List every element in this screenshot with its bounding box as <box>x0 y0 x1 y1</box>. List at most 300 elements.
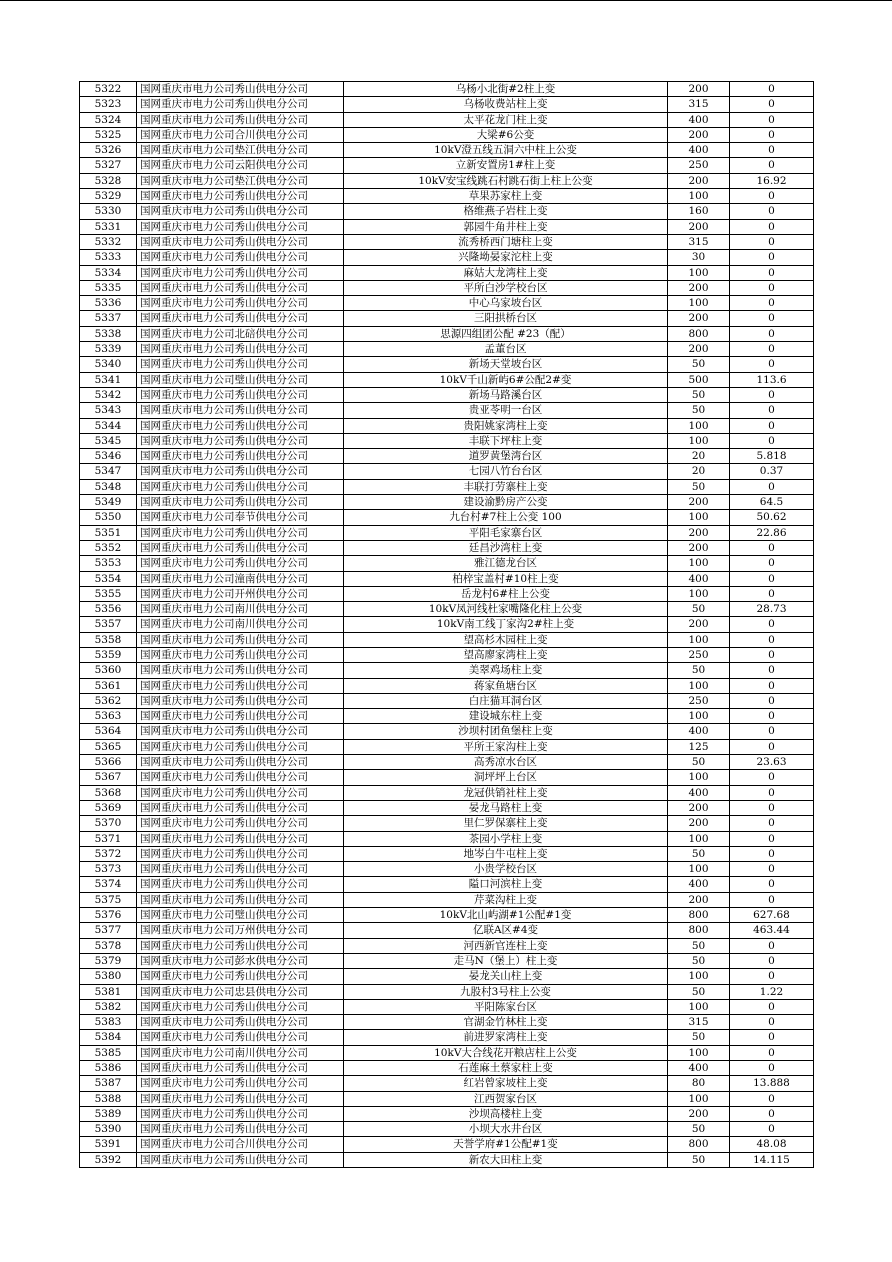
value-cell: 0 <box>730 357 814 372</box>
table-row <box>80 999 814 1014</box>
row-number-cell: 5346 <box>80 449 137 464</box>
row-number-cell: 5340 <box>80 357 137 372</box>
table-row <box>80 663 814 678</box>
station-name-cell: 雅江德龙台区 <box>344 556 668 571</box>
row-number-cell: 5376 <box>80 908 137 923</box>
company-cell: 国网重庆市电力公司秀山供电分公司 <box>137 938 344 953</box>
capacity-cell: 50 <box>668 1122 730 1137</box>
table-row <box>80 342 814 357</box>
table-row <box>80 1045 814 1060</box>
table-row <box>80 112 814 127</box>
capacity-cell: 50 <box>668 938 730 953</box>
company-cell: 国网重庆市电力公司万州供电分公司 <box>137 923 344 938</box>
station-name-cell: 中心乌家坡台区 <box>344 296 668 311</box>
row-number-cell: 5382 <box>80 999 137 1014</box>
station-name-cell: 丰联下坪柱上变 <box>344 433 668 448</box>
row-number-cell: 5354 <box>80 571 137 586</box>
table-row <box>80 739 814 754</box>
company-cell: 国网重庆市电力公司秀山供电分公司 <box>137 892 344 907</box>
station-name-cell: 平阳陈家台区 <box>344 999 668 1014</box>
company-cell: 国网重庆市电力公司南川供电分公司 <box>137 1045 344 1060</box>
value-cell: 13.888 <box>730 1076 814 1091</box>
row-number-cell: 5358 <box>80 632 137 647</box>
row-number-cell: 5373 <box>80 862 137 877</box>
table-row <box>80 540 814 555</box>
value-cell: 0 <box>730 403 814 418</box>
station-name-cell: 10kV大合线花开粮店柱上公变 <box>344 1045 668 1060</box>
station-name-cell: 美翠鸡场柱上变 <box>344 663 668 678</box>
capacity-cell: 200 <box>668 800 730 815</box>
value-cell: 0 <box>730 250 814 265</box>
table-row <box>80 1106 814 1121</box>
row-number-cell: 5350 <box>80 510 137 525</box>
company-cell: 国网重庆市电力公司秀山供电分公司 <box>137 311 344 326</box>
station-name-cell: 官湖金竹林柱上变 <box>344 1015 668 1030</box>
capacity-cell: 100 <box>668 678 730 693</box>
station-name-cell: 新农大田柱上变 <box>344 1152 668 1167</box>
company-cell: 国网重庆市电力公司秀山供电分公司 <box>137 632 344 647</box>
company-cell: 国网重庆市电力公司秀山供电分公司 <box>137 1061 344 1076</box>
row-number-cell: 5341 <box>80 372 137 387</box>
value-cell: 0 <box>730 296 814 311</box>
company-cell: 国网重庆市电力公司秀山供电分公司 <box>137 785 344 800</box>
table-row <box>80 357 814 372</box>
station-name-cell: 廷昌沙湾柱上变 <box>344 540 668 555</box>
station-name-cell: 丰联打劳寨柱上变 <box>344 479 668 494</box>
value-cell: 0 <box>730 999 814 1014</box>
capacity-cell: 400 <box>668 112 730 127</box>
value-cell: 0 <box>730 800 814 815</box>
row-number-cell: 5348 <box>80 479 137 494</box>
company-cell: 国网重庆市电力公司南川供电分公司 <box>137 617 344 632</box>
row-number-cell: 5355 <box>80 586 137 601</box>
company-cell: 国网重庆市电力公司奉节供电分公司 <box>137 510 344 525</box>
capacity-cell: 100 <box>668 770 730 785</box>
station-name-cell: 大梁#6公变 <box>344 127 668 142</box>
value-cell: 627.68 <box>730 908 814 923</box>
table-row <box>80 586 814 601</box>
capacity-cell: 400 <box>668 571 730 586</box>
row-number-cell: 5380 <box>80 969 137 984</box>
row-number-cell: 5360 <box>80 663 137 678</box>
capacity-cell: 100 <box>668 556 730 571</box>
capacity-cell: 800 <box>668 1137 730 1152</box>
value-cell: 0 <box>730 1091 814 1106</box>
value-cell: 0 <box>730 770 814 785</box>
row-number-cell: 5365 <box>80 739 137 754</box>
company-cell: 国网重庆市电力公司秀山供电分公司 <box>137 816 344 831</box>
value-cell: 0 <box>730 158 814 173</box>
value-cell: 0 <box>730 127 814 142</box>
table-row <box>80 877 814 892</box>
station-name-cell: 10kV凤河线杜家嘴隆化柱上公变 <box>344 602 668 617</box>
capacity-cell: 100 <box>668 189 730 204</box>
value-cell: 0 <box>730 1061 814 1076</box>
row-number-cell: 5347 <box>80 464 137 479</box>
table-row <box>80 495 814 510</box>
row-number-cell: 5325 <box>80 127 137 142</box>
value-cell: 0 <box>730 846 814 861</box>
company-cell: 国网重庆市电力公司秀山供电分公司 <box>137 112 344 127</box>
company-cell: 国网重庆市电力公司秀山供电分公司 <box>137 265 344 280</box>
capacity-cell: 100 <box>668 418 730 433</box>
row-number-cell: 5342 <box>80 387 137 402</box>
company-cell: 国网重庆市电力公司忠县供电分公司 <box>137 984 344 999</box>
table-row <box>80 280 814 295</box>
value-cell: 64.5 <box>730 495 814 510</box>
row-number-cell: 5367 <box>80 770 137 785</box>
company-cell: 国网重庆市电力公司秀山供电分公司 <box>137 1106 344 1121</box>
row-number-cell: 5330 <box>80 204 137 219</box>
capacity-cell: 800 <box>668 908 730 923</box>
station-name-cell: 茶园小学柱上变 <box>344 831 668 846</box>
row-number-cell: 5334 <box>80 265 137 280</box>
row-number-cell: 5369 <box>80 800 137 815</box>
value-cell: 0 <box>730 586 814 601</box>
value-cell: 0 <box>730 693 814 708</box>
capacity-cell: 100 <box>668 632 730 647</box>
capacity-cell: 200 <box>668 173 730 188</box>
table-row <box>80 464 814 479</box>
table-row <box>80 953 814 968</box>
company-cell: 国网重庆市电力公司秀山供电分公司 <box>137 877 344 892</box>
capacity-cell: 125 <box>668 739 730 754</box>
value-cell: 0 <box>730 556 814 571</box>
table-row <box>80 204 814 219</box>
table-row <box>80 1091 814 1106</box>
table-row <box>80 1061 814 1076</box>
company-cell: 国网重庆市电力公司秀山供电分公司 <box>137 678 344 693</box>
capacity-cell: 20 <box>668 464 730 479</box>
company-cell: 国网重庆市电力公司垫江供电分公司 <box>137 173 344 188</box>
company-cell: 国网重庆市电力公司秀山供电分公司 <box>137 250 344 265</box>
company-cell: 国网重庆市电力公司合川供电分公司 <box>137 127 344 142</box>
row-number-cell: 5389 <box>80 1106 137 1121</box>
company-cell: 国网重庆市电力公司秀山供电分公司 <box>137 739 344 754</box>
capacity-cell: 800 <box>668 326 730 341</box>
row-number-cell: 5392 <box>80 1152 137 1167</box>
row-number-cell: 5353 <box>80 556 137 571</box>
capacity-cell: 100 <box>668 831 730 846</box>
capacity-cell: 50 <box>668 479 730 494</box>
capacity-cell: 200 <box>668 280 730 295</box>
value-cell: 0 <box>730 219 814 234</box>
table-row <box>80 1137 814 1152</box>
table-row <box>80 143 814 158</box>
company-cell: 国网重庆市电力公司秀山供电分公司 <box>137 1076 344 1091</box>
station-name-cell: 孟董台区 <box>344 342 668 357</box>
station-name-cell: 流秀桥西门塘柱上变 <box>344 234 668 249</box>
station-name-cell: 立新安置房1#柱上变 <box>344 158 668 173</box>
row-number-cell: 5390 <box>80 1122 137 1137</box>
table-row <box>80 127 814 142</box>
row-number-cell: 5357 <box>80 617 137 632</box>
value-cell: 0 <box>730 877 814 892</box>
row-number-cell: 5328 <box>80 173 137 188</box>
station-name-cell: 隘口河滨柱上变 <box>344 877 668 892</box>
table-row <box>80 969 814 984</box>
capacity-cell: 100 <box>668 999 730 1014</box>
station-name-cell: 里仁罗保寨柱上变 <box>344 816 668 831</box>
row-number-cell: 5327 <box>80 158 137 173</box>
station-name-cell: 石莲麻土蔡家柱上变 <box>344 1061 668 1076</box>
capacity-cell: 20 <box>668 449 730 464</box>
value-cell: 16.92 <box>730 173 814 188</box>
capacity-cell: 50 <box>668 387 730 402</box>
row-number-cell: 5339 <box>80 342 137 357</box>
company-cell: 国网重庆市电力公司秀山供电分公司 <box>137 418 344 433</box>
table-row <box>80 234 814 249</box>
table-row <box>80 602 814 617</box>
row-number-cell: 5338 <box>80 326 137 341</box>
value-cell: 0 <box>730 479 814 494</box>
capacity-cell: 100 <box>668 709 730 724</box>
table-row <box>80 158 814 173</box>
company-cell: 国网重庆市电力公司秀山供电分公司 <box>137 540 344 555</box>
table-row <box>80 984 814 999</box>
station-name-cell: 格维燕子岩柱上变 <box>344 204 668 219</box>
station-name-cell: 草果苏家柱上变 <box>344 189 668 204</box>
row-number-cell: 5378 <box>80 938 137 953</box>
value-cell: 0 <box>730 433 814 448</box>
company-cell: 国网重庆市电力公司秀山供电分公司 <box>137 1152 344 1167</box>
company-cell: 国网重庆市电力公司秀山供电分公司 <box>137 234 344 249</box>
capacity-cell: 50 <box>668 602 730 617</box>
capacity-cell: 100 <box>668 1045 730 1060</box>
capacity-cell: 160 <box>668 204 730 219</box>
value-cell: 0 <box>730 617 814 632</box>
company-cell: 国网重庆市电力公司秀山供电分公司 <box>137 464 344 479</box>
table-row <box>80 770 814 785</box>
capacity-cell: 200 <box>668 495 730 510</box>
row-number-cell: 5387 <box>80 1076 137 1091</box>
company-cell: 国网重庆市电力公司秀山供电分公司 <box>137 97 344 112</box>
table-row <box>80 403 814 418</box>
capacity-cell: 200 <box>668 82 730 97</box>
capacity-cell: 50 <box>668 984 730 999</box>
capacity-cell: 200 <box>668 219 730 234</box>
row-number-cell: 5332 <box>80 234 137 249</box>
station-name-cell: 麻姑大龙湾柱上变 <box>344 265 668 280</box>
row-number-cell: 5337 <box>80 311 137 326</box>
data-table <box>79 81 814 1168</box>
value-cell: 0 <box>730 739 814 754</box>
table-row <box>80 1015 814 1030</box>
company-cell: 国网重庆市电力公司秀山供电分公司 <box>137 724 344 739</box>
table-row <box>80 831 814 846</box>
value-cell: 0 <box>730 342 814 357</box>
company-cell: 国网重庆市电力公司秀山供电分公司 <box>137 495 344 510</box>
capacity-cell: 50 <box>668 1030 730 1045</box>
value-cell: 0 <box>730 540 814 555</box>
capacity-cell: 200 <box>668 311 730 326</box>
station-name-cell: 郭园牛角井柱上变 <box>344 219 668 234</box>
capacity-cell: 250 <box>668 693 730 708</box>
value-cell: 14.115 <box>730 1152 814 1167</box>
station-name-cell: 10kV千山新屿6#公配2#变 <box>344 372 668 387</box>
station-name-cell: 贵亚苓明一台区 <box>344 403 668 418</box>
station-name-cell: 沙坝村团鱼堡柱上变 <box>344 724 668 739</box>
company-cell: 国网重庆市电力公司秀山供电分公司 <box>137 433 344 448</box>
station-name-cell: 平阳毛家寨台区 <box>344 525 668 540</box>
table-row <box>80 632 814 647</box>
row-number-cell: 5344 <box>80 418 137 433</box>
row-number-cell: 5386 <box>80 1061 137 1076</box>
table-row <box>80 189 814 204</box>
value-cell: 48.08 <box>730 1137 814 1152</box>
capacity-cell: 50 <box>668 1152 730 1167</box>
row-number-cell: 5385 <box>80 1045 137 1060</box>
table-row <box>80 556 814 571</box>
company-cell: 国网重庆市电力公司潼南供电分公司 <box>137 571 344 586</box>
company-cell: 国网重庆市电力公司秀山供电分公司 <box>137 755 344 770</box>
company-cell: 国网重庆市电力公司秀山供电分公司 <box>137 525 344 540</box>
capacity-cell: 50 <box>668 663 730 678</box>
station-name-cell: 走马N（堡上）柱上变 <box>344 953 668 968</box>
company-cell: 国网重庆市电力公司秀山供电分公司 <box>137 800 344 815</box>
station-name-cell: 龙冠供销社柱上变 <box>344 785 668 800</box>
row-number-cell: 5352 <box>80 540 137 555</box>
row-number-cell: 5359 <box>80 647 137 662</box>
value-cell: 0 <box>730 234 814 249</box>
company-cell: 国网重庆市电力公司璧山供电分公司 <box>137 908 344 923</box>
station-name-cell: 新场天堂坡台区 <box>344 357 668 372</box>
capacity-cell: 800 <box>668 923 730 938</box>
capacity-cell: 315 <box>668 234 730 249</box>
row-number-cell: 5363 <box>80 709 137 724</box>
company-cell: 国网重庆市电力公司秀山供电分公司 <box>137 831 344 846</box>
capacity-cell: 200 <box>668 816 730 831</box>
station-name-cell: 望高杉木园柱上变 <box>344 632 668 647</box>
station-name-cell: 平所王家沟柱上变 <box>344 739 668 754</box>
station-name-cell: 贵阳姚家湾柱上变 <box>344 418 668 433</box>
row-number-cell: 5361 <box>80 678 137 693</box>
table-row <box>80 709 814 724</box>
table-row <box>80 1152 814 1167</box>
value-cell: 0 <box>730 82 814 97</box>
table-row <box>80 892 814 907</box>
company-cell: 国网重庆市电力公司秀山供电分公司 <box>137 770 344 785</box>
company-cell: 国网重庆市电力公司秀山供电分公司 <box>137 82 344 97</box>
capacity-cell: 30 <box>668 250 730 265</box>
table-row <box>80 862 814 877</box>
row-number-cell: 5335 <box>80 280 137 295</box>
company-cell: 国网重庆市电力公司秀山供电分公司 <box>137 219 344 234</box>
table-row <box>80 571 814 586</box>
row-number-cell: 5333 <box>80 250 137 265</box>
station-name-cell: 建设渝黔房产公变 <box>344 495 668 510</box>
table-row <box>80 173 814 188</box>
station-name-cell: 三阳拱桥台区 <box>344 311 668 326</box>
table-row <box>80 724 814 739</box>
station-name-cell: 道罗黄堡湾台区 <box>344 449 668 464</box>
table-row <box>80 311 814 326</box>
table-row <box>80 785 814 800</box>
value-cell: 0 <box>730 892 814 907</box>
table-row <box>80 326 814 341</box>
station-name-cell: 10kV安宝线跳石村跳石街上柱上公变 <box>344 173 668 188</box>
company-cell: 国网重庆市电力公司秀山供电分公司 <box>137 1030 344 1045</box>
company-cell: 国网重庆市电力公司秀山供电分公司 <box>137 693 344 708</box>
capacity-cell: 315 <box>668 1015 730 1030</box>
value-cell: 0 <box>730 97 814 112</box>
station-name-cell: 思源四组团公配 #23（配） <box>344 326 668 341</box>
table-row <box>80 418 814 433</box>
row-number-cell: 5381 <box>80 984 137 999</box>
row-number-cell: 5356 <box>80 602 137 617</box>
table-row <box>80 296 814 311</box>
station-name-cell: 乌杨小北街#2柱上变 <box>344 82 668 97</box>
capacity-cell: 200 <box>668 127 730 142</box>
value-cell: 0 <box>730 816 814 831</box>
capacity-cell: 100 <box>668 862 730 877</box>
station-name-cell: 10kV南工线丁家沟2#柱上变 <box>344 617 668 632</box>
company-cell: 国网重庆市电力公司秀山供电分公司 <box>137 647 344 662</box>
value-cell: 0 <box>730 265 814 280</box>
company-cell: 国网重庆市电力公司秀山供电分公司 <box>137 862 344 877</box>
row-number-cell: 5322 <box>80 82 137 97</box>
station-name-cell: 高秀凉水台区 <box>344 755 668 770</box>
row-number-cell: 5372 <box>80 846 137 861</box>
station-name-cell: 晏龙关山柱上变 <box>344 969 668 984</box>
company-cell: 国网重庆市电力公司北碚供电分公司 <box>137 326 344 341</box>
company-cell: 国网重庆市电力公司秀山供电分公司 <box>137 204 344 219</box>
capacity-cell: 250 <box>668 158 730 173</box>
station-name-cell: 乌杨收费站柱上变 <box>344 97 668 112</box>
table-row <box>80 678 814 693</box>
value-cell: 0 <box>730 204 814 219</box>
station-name-cell: 芹菜沟柱上变 <box>344 892 668 907</box>
capacity-cell: 200 <box>668 892 730 907</box>
company-cell: 国网重庆市电力公司秀山供电分公司 <box>137 663 344 678</box>
table-row <box>80 525 814 540</box>
capacity-cell: 200 <box>668 342 730 357</box>
value-cell: 28.73 <box>730 602 814 617</box>
row-number-cell: 5343 <box>80 403 137 418</box>
company-cell: 国网重庆市电力公司开州供电分公司 <box>137 586 344 601</box>
station-name-cell: 小坝大水井台区 <box>344 1122 668 1137</box>
company-cell: 国网重庆市电力公司彭水供电分公司 <box>137 953 344 968</box>
company-cell: 国网重庆市电力公司云阳供电分公司 <box>137 158 344 173</box>
value-cell: 0 <box>730 938 814 953</box>
station-name-cell: 沙坝高楼柱上变 <box>344 1106 668 1121</box>
table-row <box>80 1122 814 1137</box>
value-cell: 463.44 <box>730 923 814 938</box>
row-number-cell: 5391 <box>80 1137 137 1152</box>
row-number-cell: 5345 <box>80 433 137 448</box>
capacity-cell: 400 <box>668 143 730 158</box>
company-cell: 国网重庆市电力公司合川供电分公司 <box>137 1137 344 1152</box>
table-row <box>80 372 814 387</box>
station-name-cell: 红岩曾家坡柱上变 <box>344 1076 668 1091</box>
station-name-cell: 蒋家鱼塘台区 <box>344 678 668 693</box>
table-body <box>80 82 814 1168</box>
table-row <box>80 265 814 280</box>
row-number-cell: 5366 <box>80 755 137 770</box>
value-cell: 0 <box>730 1045 814 1060</box>
value-cell: 23.63 <box>730 755 814 770</box>
capacity-cell: 100 <box>668 296 730 311</box>
value-cell: 5.818 <box>730 449 814 464</box>
station-name-cell: 前进罗家湾柱上变 <box>344 1030 668 1045</box>
row-number-cell: 5368 <box>80 785 137 800</box>
table-row <box>80 387 814 402</box>
company-cell: 国网重庆市电力公司秀山供电分公司 <box>137 189 344 204</box>
value-cell: 0 <box>730 663 814 678</box>
station-name-cell: 天誉学府#1公配#1变 <box>344 1137 668 1152</box>
row-number-cell: 5331 <box>80 219 137 234</box>
value-cell: 0 <box>730 326 814 341</box>
